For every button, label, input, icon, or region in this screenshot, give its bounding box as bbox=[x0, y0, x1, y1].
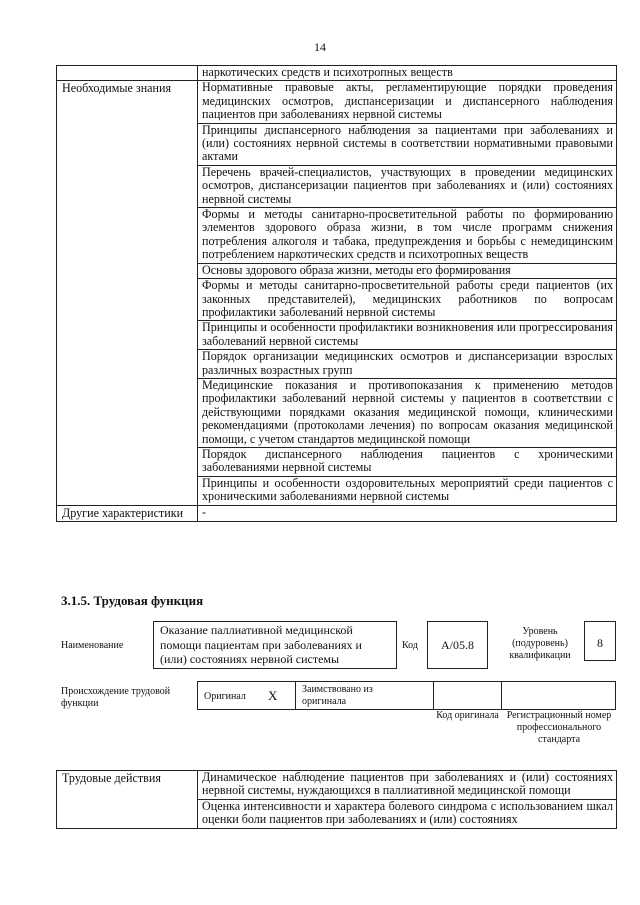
name-value-box bbox=[153, 621, 397, 669]
knowledge-item: Принципы диспансерного наблюдения за пациентами при заболеваниях и (или) состояниях нервной системы в соответствии нормативными правовыми актами bbox=[198, 123, 617, 165]
table-row bbox=[57, 505, 617, 521]
table-row bbox=[57, 81, 617, 123]
knowledge-item: Медицинские показания и противопоказания к применению методов профилактики заболеваний нервной системы у пациентов в соответствии с действующими порядками оказания медицинской помощи, клиническими рекомендациями (протоколами лечения) по вопросам оказания медицинской помощи, с учетом стандартов медицинской помощи bbox=[198, 378, 617, 447]
other-value: - bbox=[198, 505, 617, 521]
orig-code-label: Код оригинала bbox=[436, 710, 499, 721]
name-value: Оказание паллиативной медицинской помощи пациентам при заболеваниях и (или) состояниях нервной системы bbox=[160, 623, 362, 666]
name-label: Наименование bbox=[61, 640, 124, 651]
knowledge-item: Формы и методы санитарно-просветительной работы по формированию элементов здорового образа жизни, в том числе программ снижения потребления алкоголя и табака, предупреждения и борьбы с немедицинским потреблением наркотических средств и психотропных веществ bbox=[198, 208, 617, 264]
section-heading: 3.1.5. Трудовая функция bbox=[61, 593, 204, 608]
action-item: Динамическое наблюдение пациентов при заболеваниях и (или) состояниях нервной системы, нуждающихся в паллиативной медицинской помощи bbox=[198, 771, 617, 800]
knowledge-table bbox=[56, 65, 617, 522]
label-other: Другие характеристики bbox=[57, 505, 198, 521]
knowledge-item: Порядок организации медицинских осмотров и диспансеризации взрослых различных возрастных групп bbox=[198, 350, 617, 379]
borrowed-cell bbox=[295, 681, 434, 710]
knowledge-item: Формы и методы санитарно-просветительной работы среди пациентов (их законных представителей), медицинских работников по вопросам профилактики заболеваний нервной системы bbox=[198, 279, 617, 321]
empty-cell bbox=[57, 66, 198, 81]
original-mark: X bbox=[268, 688, 278, 703]
orig-code-cell bbox=[433, 681, 502, 710]
knowledge-item: Основы здорового образа жизни, методы его формирования bbox=[198, 263, 617, 278]
table-row bbox=[57, 771, 617, 800]
code-label: Код bbox=[402, 640, 418, 651]
knowledge-item: Порядок диспансерного наблюдения пациентов с хроническими заболеваниями нервной системы bbox=[198, 447, 617, 476]
level-label: Уровень (подуровень) квалификации bbox=[509, 626, 571, 661]
knowledge-item: Нормативные правовые акты, регламентирующие порядки проведения медицинских осмотров, диспансеризации и диспансерного наблюдения пациентов при заболеваниях нервной системы bbox=[198, 81, 617, 123]
action-item: Оценка интенсивности и характера болевого синдрома с использованием шкал оценки боли пациентов при заболеваниях и (или) состояниях bbox=[198, 799, 617, 828]
page-number: 14 bbox=[314, 40, 326, 54]
actions-table bbox=[56, 770, 617, 829]
original-label: Оригинал bbox=[204, 691, 246, 702]
reg-number-cell bbox=[501, 681, 616, 710]
knowledge-item: Принципы и особенности оздоровительных мероприятий среди пациентов с хроническими заболеваниями нервной системы bbox=[198, 476, 617, 505]
level-box bbox=[584, 621, 616, 661]
actions-label: Трудовые действия bbox=[57, 771, 198, 829]
original-cell bbox=[197, 681, 296, 710]
origin-label: Происхождение трудовой функции bbox=[61, 686, 171, 709]
label-knowledge: Необходимые знания bbox=[57, 81, 198, 505]
knowledge-item: Принципы и особенности профилактики возникновения или прогрессирования заболеваний нервной системы bbox=[198, 321, 617, 350]
level-value: 8 bbox=[597, 636, 603, 650]
code-box bbox=[427, 621, 488, 669]
table-row bbox=[57, 66, 617, 81]
code-value: A/05.8 bbox=[441, 638, 474, 652]
reg-number-label: Регистрационный номер профессионального стандарта bbox=[506, 710, 612, 745]
continuation-cell: наркотических средств и психотропных веществ bbox=[198, 66, 617, 81]
borrowed-label: Заимствовано из оригинала bbox=[302, 684, 373, 707]
knowledge-item: Перечень врачей-специалистов, участвующих в проведении медицинских осмотров, диспансеризации пациентов при заболеваниях и (или) состояниях нервной системы bbox=[198, 165, 617, 207]
